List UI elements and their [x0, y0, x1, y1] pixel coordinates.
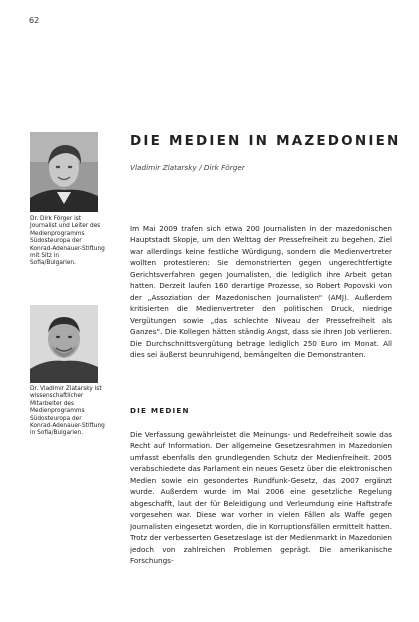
article-title: DIE MEDIEN IN MAZEDONIEN — [130, 133, 401, 149]
body-paragraph-intro: Im Mai 2009 trafen sich etwa 200 Journalisten in der mazedonischen Hauptstadt Skopje, um den Welttag der Pressefreiheit zu begehen. Ziel war allerdings keine festliche Würdigung, sondern die Medienvertreter wollten protestieren: Sie demonstrierten gegen ungerechtfertigte Gerichtsverfahren gegen Journalisten, die lediglich ihre Arbeit getan hatten. Derzeit laufen 160 derartige Prozesse, so Robert Popovski von der „Assoziation der Mazedonischen Journalisten“ (AMJ). Außerdem kritisierten die Medienvertreter den politischen Druck, niedrige Vergütungen sowie „das schlechte Niveau der Pressefreiheit als Ganzes“. Die Kollegen hätten ständig Angst, dass sie ihren Job verlieren. Die Durchschnittsvergütung betrage lediglich 250 Euro im Monat. All dies sei äußerst beunruhigend, bemängelten die Demonstranten. — [130, 224, 392, 359]
page-number: 62 — [29, 16, 40, 25]
author-photo-foerger — [30, 132, 98, 212]
author-photo-zlatarsky — [30, 305, 98, 383]
body-paragraph-media: Die Verfassung gewährleistet die Meinungs- und Redefreiheit sowie das Recht auf Information. Der allgemeine Gesetzesrahmen in Mazedonien umfasst ebenfalls den grundlegenden Schutz der Medienfreiheit. 2005 verabschiedete das Parlament ein neues Gesetz über die elektronischen Medien sowie ein gesondertes Rundfunk-Gesetz, das 2007 ergänzt wurde. Außerdem wurde im Mai 2006 eine gesetzliche Regelung abgeschafft, laut der für Beleidigung und Verleumdung eine Haftstrafe vorgesehen war. Diese war vorher in vielen Fällen als Waffe gegen Journalisten eingesetzt worden, die in Korruptionsfällen ermittelt hatten. Trotz der verbesserten Gesetzeslage ist der Medienmarkt in Mazedonien jedoch von zahlreichen Problemen geprägt. Die amerikanische Forschungs- — [130, 430, 392, 565]
article-authors: Vladimir Zlatarsky / Dirk Förger — [130, 163, 245, 172]
author-caption-zlatarsky: Dr. Vladimir Zlatarsky ist wissenschaftlicher Mitarbeiter des Medienprogramms Südosteuropa der Konrad-Adenauer-Stiftung in Sofia/Bulgarien. — [30, 386, 105, 437]
section-heading: DIE MEDIEN — [130, 406, 190, 415]
author-caption-foerger: Dr. Dirk Förger ist Journalist und Leiter des Medienprogramms Südosteuropa der Konrad-Adenauer-Stiftung mit Sitz in Sofia/Bulgarien. — [30, 216, 105, 267]
